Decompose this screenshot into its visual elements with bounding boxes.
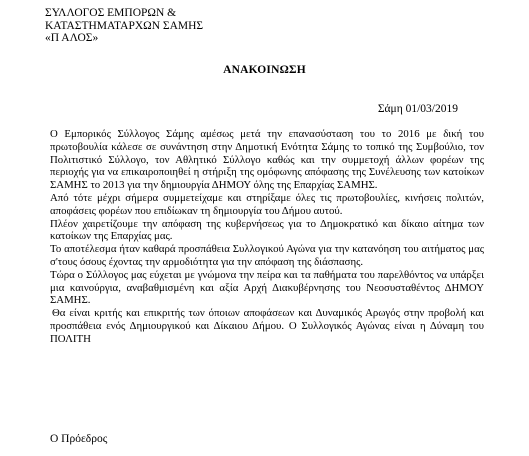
body-paragraph-3: Πλέον χαιρετίζουμε την απόφαση της κυβερνήσεως για το Δημοκρατικό και δίκαιο αίτημα των κατοίκων της Επαρχίας μας. [50, 217, 484, 243]
org-name-line-1: ΣΥΛΛΟΓΟΣ ΕΜΠΟΡΩΝ & [45, 7, 177, 19]
announcement-title: ΑΝΑΚΟΙΝΩΣΗ [223, 64, 306, 76]
org-name-line-3: «Π ΑΛΟΣ» [45, 32, 99, 44]
body-paragraph-5: Τώρα ο Σύλλογος μας εύχεται με γνώμονα την πείρα και τα παθήματα του παρελθόντος να υπάρξει μια καινούργια, αναβαθμισμένη και αξία Αρχή Διακυβέρνησης του Νεοσυσταθέντος ΔΗΜΟΥ ΣΑΜΗΣ. [50, 268, 484, 307]
body-paragraph-1: Ο Εμπορικός Σύλλογος Σάμης αμέσως μετά την επανασύσταση του το 2016 με δική του πρωτοβουλία κάλεσε σε συνάντηση στην Δημοτική Ενότητα Σάμης το τοπικό της Συμβούλιο, τον Πολιτιστικό Σύλλογο, τον Αθλητικό Σύλλογο καθώς και την συμμετοχή άλλων φορέων της περιοχής για να επικαιροποιηθεί η στήριξη της ομόφωνης απόφασης της Συνέλευσης των κατοίκων ΣΑΜΗΣ το 2013 για την δημιουργία ΔΗΜΟΥ όλης της Επαρχίας ΣΑΜΗΣ. [50, 128, 484, 192]
announcement-body [50, 128, 484, 346]
signoff: Ο Πρόεδρος [50, 433, 108, 445]
body-paragraph-4: Το αποτέλεσμα ήταν καθαρά προσπάθεια Συλλογικού Αγώνα για την κατανόηση του αιτήματος μας σ'τους όσους έχοντας την αρμοδιότητα για την απόφαση της διάσπασης. [50, 243, 484, 268]
org-name-line-2: ΚΑΤΑΣΤΗΜΑΤΑΡΧΩΝ ΣΑΜΗΣ [45, 19, 204, 32]
announcement-date: Σάμη 01/03/2019 [377, 103, 458, 115]
organization-header [45, 7, 203, 45]
body-paragraph-2: Από τότε μέχρι σήμερα συμμετείχαμε και στηρίξαμε όλες τις πρωτοβουλίες, κινήσεις πολιτών, αποφάσεις φορέων που επιδίωκαν τη δημιουργία του Δήμου αυτού. [50, 191, 484, 217]
body-paragraph-6: Θα είναι κριτής και επικριτής των όποιων αποφάσεων και Δυναμικός Αρωγός στην προβολή και προσπάθεια ενός Δημιουργικού και Δίκαιου Δήμου. Ο Συλλογικός Αγώνας είναι η Δύναμη του ΠΟΛΙΤΗ [50, 307, 484, 345]
